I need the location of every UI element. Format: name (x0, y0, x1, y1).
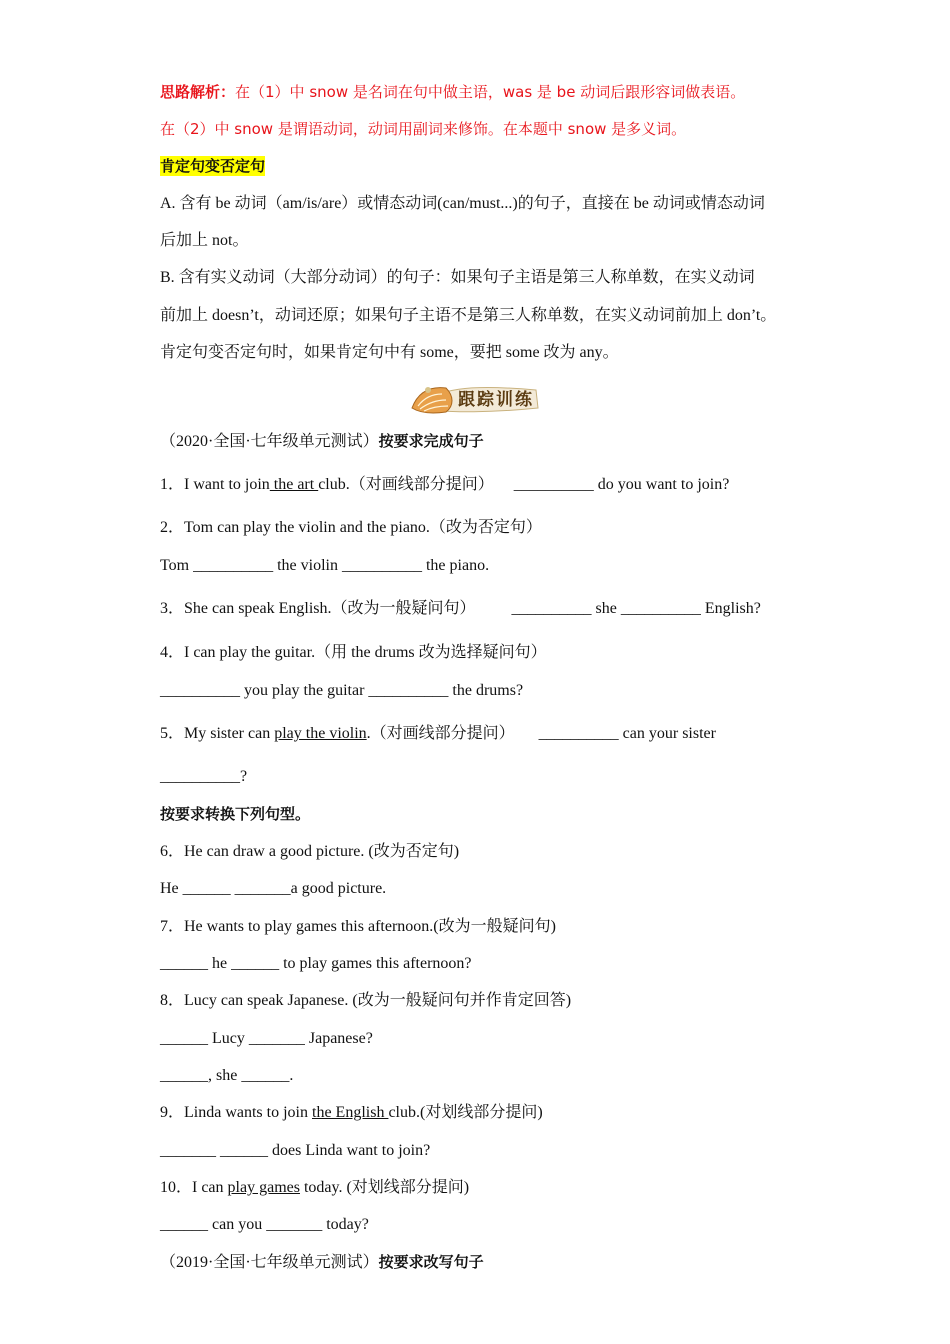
question-10 (160, 1178, 800, 1198)
section1-header (160, 431, 800, 452)
question-2: 2．Tom can play the violin and the piano.（改为否定句） (160, 519, 542, 536)
question-5-answer-2[interactable]: __________? (160, 768, 248, 785)
q9-pre: 9．Linda wants to join (160, 1104, 312, 1121)
rule-b-line-1: B. 含有实义动词（大部分动词）的句子：如果句子主语是第三人称单数，在实义动词 (160, 269, 755, 286)
rule-a-line-2: 后加上 not。 (160, 232, 249, 249)
q3-answer[interactable]: __________ she __________ English? (511, 600, 761, 617)
section2-title: 按要求转换下列句型。 (160, 805, 311, 823)
rule-a-line-1: A. 含有 be 动词（am/is/are）或情态动词(can/must...)的句子，直接在 be 动词或情态动词 (160, 195, 765, 212)
section3-header (160, 1252, 800, 1273)
question-2-answer[interactable]: Tom __________ the violin __________ the piano. (160, 557, 490, 574)
section1-source: （2020·全国·七年级单元测试） (160, 433, 379, 450)
analysis-line-1 (160, 82, 800, 102)
rule-b-line-3: 肯定句变否定句时，如果肯定句中有 some，要把 some 改为 any。 (160, 344, 619, 361)
question-10-answer[interactable]: ______ can you _______ today? (160, 1216, 369, 1233)
question-3 (160, 599, 800, 619)
q1-answer-tail: do you want to join? (593, 476, 730, 493)
rule-heading: 肯定句变否定句 (160, 157, 266, 175)
q5-underlined: play the violin (274, 725, 367, 742)
q10-underlined: play games (227, 1179, 300, 1196)
question-4: 4．I can play the guitar.（用 the drums 改为选择疑问句） (160, 644, 547, 661)
section3-title: 按要求改写句子 (378, 1253, 484, 1271)
question-6-answer[interactable]: He ______ _______a good picture. (160, 880, 387, 897)
rule-b-line-2: 前加上 doesn’t，动词还原；如果句子主语不是第三人称单数，在实义动词前加上 don’t。 (160, 307, 777, 324)
analysis-label: 思路解析： (160, 83, 236, 101)
q1-post: club.（对画线部分提问） (318, 476, 494, 493)
q5-pre: 5．My sister can (160, 725, 275, 742)
q9-underlined: the English (312, 1104, 389, 1121)
section1-title: 按要求完成句子 (378, 432, 484, 450)
q1-underlined: the art (269, 476, 319, 493)
question-4-answer[interactable]: __________ you play the guitar __________ the drums? (160, 682, 524, 699)
question-9 (160, 1103, 800, 1123)
section2-title-row (160, 804, 800, 825)
analysis-line-2: 在（2）中 snow 是谓语动词，动词用副词来修饰。在本题中 snow 是多义词。 (160, 120, 687, 138)
question-6: 6．He can draw a good picture. (改为否定句) (160, 843, 460, 860)
q10-pre: 10．I can (160, 1179, 228, 1196)
rule-heading-row (160, 156, 800, 177)
q5-answer[interactable]: __________ can your sister (538, 725, 716, 742)
q1-blank[interactable]: __________ (513, 476, 594, 493)
badge-title: 跟踪训练 (458, 390, 534, 410)
question-9-answer[interactable]: _______ ______ does Linda want to join? (160, 1142, 431, 1159)
q9-post: club.(对划线部分提问) (388, 1104, 543, 1121)
q1-pre: I want to join (184, 476, 270, 493)
section3-source: （2019·全国·七年级单元测试） (160, 1254, 379, 1271)
question-5 (160, 724, 800, 744)
q3-prompt: 3．She can speak English.（改为一般疑问句） (160, 600, 476, 617)
practice-badge (408, 378, 542, 416)
question-8-answer[interactable]: ______ Lucy _______ Japanese? (160, 1030, 373, 1047)
q5-post: .（对画线部分提问） (366, 725, 515, 742)
question-8: 8．Lucy can speak Japanese. (改为一般疑问句并作肯定回答) (160, 992, 572, 1009)
q10-post: today. (对划线部分提问) (299, 1179, 470, 1196)
question-7-answer[interactable]: ______ he ______ to play games this afternoon? (160, 955, 472, 972)
analysis-text-1: 在（1）中 snow 是名词在句中做主语，was 是 be 动词后跟形容词做表语。 (235, 83, 746, 101)
q1-number: 1． (160, 476, 185, 493)
question-8-answer-2[interactable]: ______, she ______. (160, 1067, 294, 1084)
question-7: 7．He wants to play games this afternoon.(改为一般疑问句) (160, 918, 556, 935)
question-1 (160, 475, 800, 495)
